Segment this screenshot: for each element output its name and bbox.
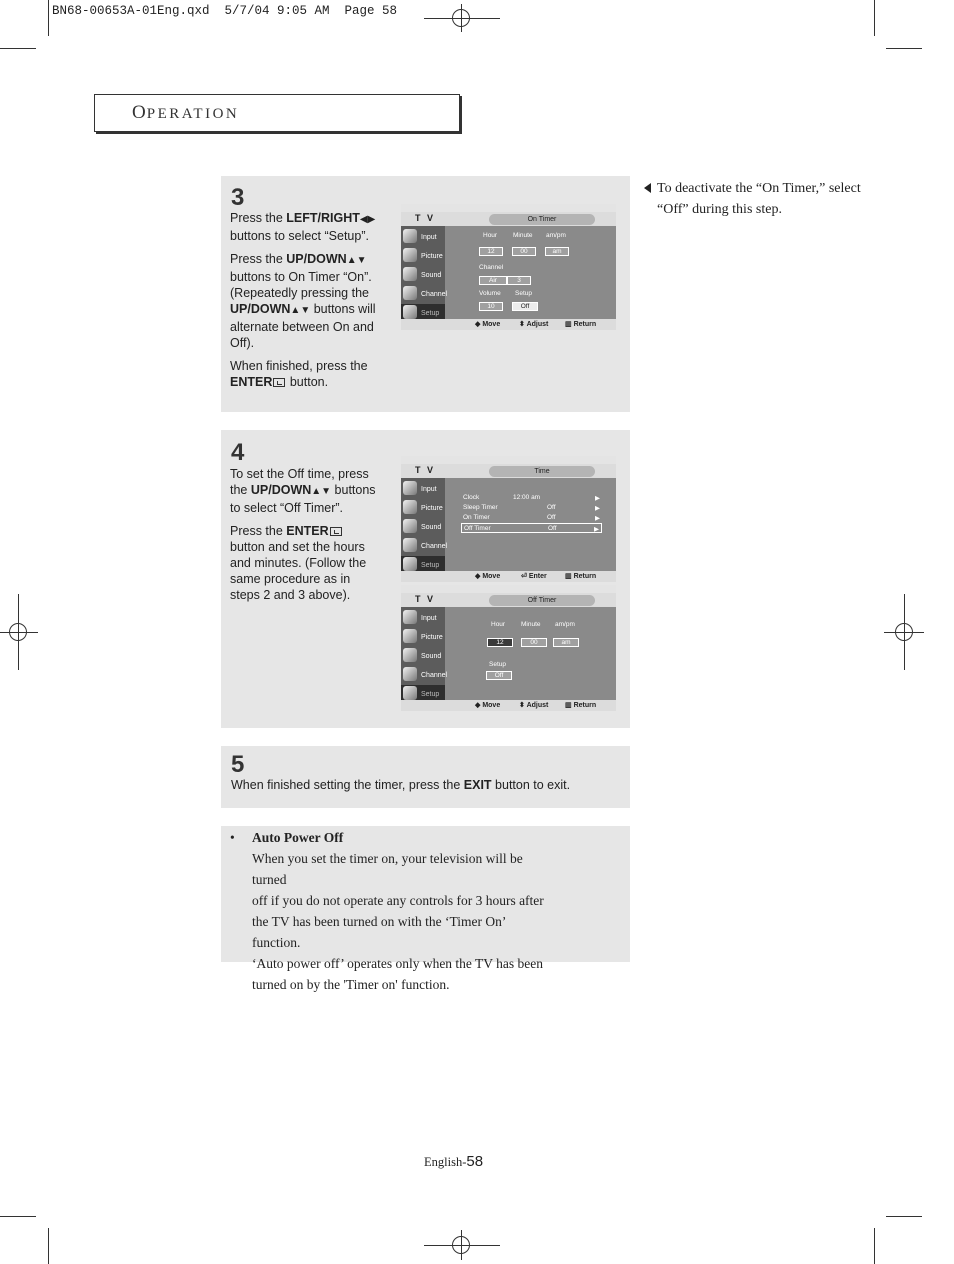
step-number: 4 [231,439,245,466]
minute-field: 00 [512,247,536,256]
minute-field: 00 [521,638,547,647]
osd-menu-picture: Picture [401,628,445,647]
osd-header [401,212,616,226]
step-4-instructions: To set the Off time, press the UP/DOWN▲▼ buttons to select “Off Timer”. Press the ENTER button and set the hours and minutes. (Follow the same procedure as in steps 2 and 3 above). [230,467,376,602]
crop-mark [48,0,49,36]
osd-on-timer-screen [401,204,616,330]
hour-field: 12 [487,638,513,647]
osd-menu-sidebar [401,226,448,327]
crop-mark [886,48,922,49]
tip-text: To deactivate the “On Timer,” select “Off” during this step. [657,181,861,217]
step-3-instructions: Press the LEFT/RIGHT◀▶ buttons to select “Setup”. Press the UP/DOWN▲▼ buttons to On Timer “On”. (Repeatedly pressing the UP/DOWN▲▼ buttons will alternate between On and Off). When finished, press the ENTER button. [230,211,376,389]
adjust-hint: ⬍ Adjust [519,702,549,709]
picture-icon [403,500,417,514]
printer-slug: BN68-00653A-01Eng.qxd 5/7/04 9:05 AM Page 58 [52,4,398,18]
setup-field: Off [512,302,538,311]
return-hint: ▥ Return [565,573,597,580]
channel-icon [403,538,417,552]
setup-icon [403,686,417,700]
osd-menu-sound: Sound [401,518,445,537]
osd-title: Off Timer [489,595,595,606]
crop-mark [0,48,36,49]
osd-menu-channel: Channel [401,666,445,685]
setup-label: Setup [489,661,506,668]
picture-icon [403,629,417,643]
section-title: OPERATION [132,102,240,123]
ampm-field: am [545,247,569,256]
volume-label: Volume [479,290,501,297]
minute-label: Minute [521,621,541,628]
osd-menu-sound: Sound [401,647,445,666]
sound-icon [403,648,417,662]
hour-label: Hour [483,232,498,239]
enter-icon [330,527,342,536]
osd-menu-setup: Setup [401,304,445,323]
return-hint: ▥ Return [565,702,597,709]
hour-field: 12 [479,247,503,256]
crop-mark [874,0,875,36]
osd-menu-input: Input [401,228,445,247]
time-row-sleep-timer: Sleep Timer Off ▶ [463,504,600,512]
ampm-label: am/pm [555,621,575,628]
channel-label: Channel [479,264,504,271]
time-row-clock: Clock 12:00 am ▶ [463,494,600,502]
setup-icon [403,557,417,571]
registration-circle [452,1236,470,1254]
registration-circle [895,623,913,641]
osd-menu-sidebar [401,607,448,708]
channel-icon [403,667,417,681]
crop-mark [0,1216,36,1217]
osd-menu-channel: Channel [401,285,445,304]
osd-header [401,464,616,478]
osd-menu-sound: Sound [401,266,445,285]
time-row-off-timer: Off Timer Off ▶ [461,523,602,533]
crop-mark [886,1216,922,1217]
channel-source-field: Air [479,276,507,285]
input-icon [403,481,417,495]
move-hint: ◆ Move [475,321,501,328]
crop-mark [48,1228,49,1264]
sound-icon [403,519,417,533]
step-5-instructions: When finished setting the timer, press the EXIT button to exit. [231,778,571,792]
osd-menu-setup: Setup [401,685,445,704]
note-body: When you set the timer on, your television will be turned off if you do not operate any controls for 3 hours after the TV has been turned on with the ‘Timer On’ function. ‘Auto power off’ operates only when the TV has been turned on by the 'Timer on' function. [252,851,544,992]
osd-footer [401,700,616,711]
osd-menu-picture: Picture [401,499,445,518]
picture-icon [403,248,417,262]
osd-footer [401,571,616,582]
note-bullet: • [230,830,235,845]
osd-off-timer-screen [401,585,616,711]
osd-menu-channel: Channel [401,537,445,556]
sound-icon [403,267,417,281]
osd-time-screen [401,456,616,582]
osd-header [401,593,616,607]
move-hint: ◆ Move [475,573,501,580]
osd-menu-sidebar [401,478,448,579]
enter-icon [273,378,285,387]
volume-field: 10 [479,302,503,311]
osd-menu-input: Input [401,480,445,499]
crop-mark [874,1228,875,1264]
move-hint: ◆ Move [475,702,501,709]
ampm-label: am/pm [546,232,566,239]
hour-label: Hour [491,621,506,628]
enter-hint: ⏎ Enter [521,573,547,580]
osd-title: Time [489,466,595,477]
registration-circle [452,9,470,27]
registration-circle [9,623,27,641]
setup-label: Setup [515,290,532,297]
note-title: Auto Power Off [252,830,344,845]
osd-menu-picture: Picture [401,247,445,266]
input-icon [403,229,417,243]
osd-menu-setup: Setup [401,556,445,575]
step-number: 5 [231,751,245,778]
minute-label: Minute [513,232,533,239]
osd-title: On Timer [489,214,595,225]
osd-menu-input: Input [401,609,445,628]
osd-tv-label: T V [415,465,436,475]
osd-tv-label: T V [415,213,436,223]
adjust-hint: ⬍ Adjust [519,321,549,328]
channel-icon [403,286,417,300]
time-row-on-timer: On Timer Off ▶ [463,514,600,522]
osd-tv-label: T V [415,594,436,604]
osd-footer [401,319,616,330]
input-icon [403,610,417,624]
setup-field: Off [486,671,512,680]
tip-arrow-icon [644,183,651,193]
ampm-field: am [553,638,579,647]
return-hint: ▥ Return [565,321,597,328]
channel-number-field: 3 [507,276,531,285]
setup-icon [403,305,417,319]
step-number: 3 [231,184,245,211]
page-number: English-58 [424,1153,484,1170]
